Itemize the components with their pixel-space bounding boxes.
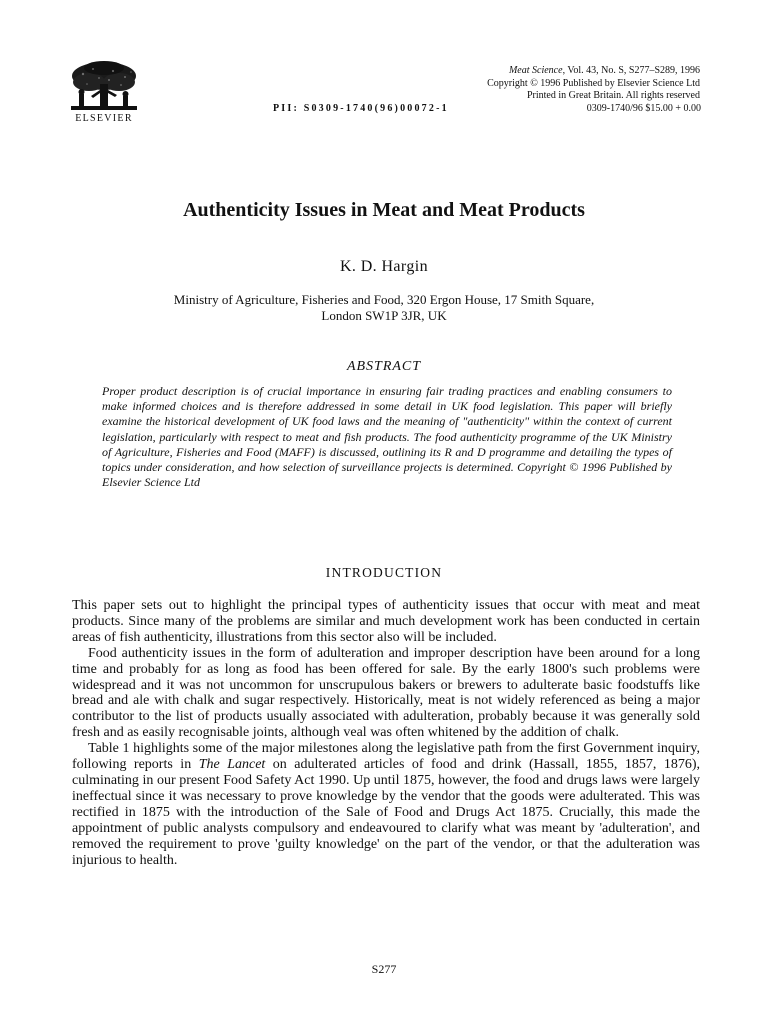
journal-volume-pages: , Vol. 43, No. S, S277–S289, 1996 xyxy=(562,65,700,76)
paragraph-1: This paper sets out to highlight the principal types of authenticity issues that occur with meat and meat products. Since many of the problems are similar and much development work has been conducted in certain areas of fish authenticity, illustrations from this sector also will be included. xyxy=(72,598,700,645)
journal-citation xyxy=(340,65,700,78)
pii-row xyxy=(273,103,701,114)
paragraph-3 xyxy=(72,741,700,868)
publisher-logo xyxy=(62,60,146,124)
introduction-body xyxy=(72,598,700,868)
article-author: K. D. Hargin xyxy=(339,258,429,275)
journal-reference-the-lancet: The Lancet xyxy=(198,757,266,773)
paragraph-3-start: Table 1 highlights some of the major milestones along the legislative path from the first Government inquiry, following reports in xyxy=(72,741,700,773)
author-affiliation xyxy=(100,292,668,324)
journal-citation-block xyxy=(340,65,700,103)
abstract-heading: ABSTRACT xyxy=(346,359,422,374)
article-title: Authenticity Issues in Meat and Meat Products xyxy=(183,199,585,221)
introduction-heading: INTRODUCTION xyxy=(325,565,443,580)
publisher-name: ELSEVIER xyxy=(75,113,133,124)
paragraph-3-end: on adulterated articles of food and drink (Hassall, 1855, 1857, 1876), culminating in our present Food Safety Act 1990. Up until 1875, however, the food and drugs laws were largely ineffectual since it was necessary to prove knowledge by the vendor that the goods were adulterated. This was rectified in 1875 with the introduction of the Sale of Food and Drugs Act 1875. Crucially, this made the appointment of public analysts compulsory and endeavoured to clarify what was meant by 'adulteration', and removed the requirement to prove 'guilty knowledge' on the part of the vendor, or that the adulteration was injurious to health. xyxy=(72,757,700,868)
affiliation-line-1: Ministry of Agriculture, Fisheries and Food, 320 Ergon House, 17 Smith Square, xyxy=(173,292,595,307)
abstract-text: Proper product description is of crucial importance in ensuring fair trading practices and enabling consumers to make informed choices and is therefore addressed in some detail in UK food legislation. This paper will briefly examine the historical development of UK food laws and the meaning of "authenticity" within the context of current legislation, particularly with respect to meat and fish products. The food authenticity programme of the UK Ministry of Agriculture, Fisheries and Food (MAFF) is discussed, outlining its R and D programme and detailing the types of topics under consideration, and how selection of surveillance projects is determined. Copyright © 1996 Published by Elsevier Science Ltd xyxy=(102,384,672,490)
issn-price: 0309-1740/96 $15.00 + 0.00 xyxy=(586,103,701,114)
pii-identifier: PII: S0309-1740(96)00072-1 xyxy=(273,103,449,114)
elsevier-tree-logo-icon xyxy=(69,60,139,112)
affiliation-line-2: London SW1P 3JR, UK xyxy=(321,308,447,323)
page-number: S277 xyxy=(371,962,397,976)
copyright-line: Copyright © 1996 Published by Elsevier Science Ltd xyxy=(487,77,700,89)
paragraph-2: Food authenticity issues in the form of adulteration and improper description have been around for a long time and probably for as long as food has been offered for sale. By the early 1800's such problems were widespread and it was not uncommon for unscrupulous bakers or brewers to adulterate basic foodstuffs like bread and ale with chalk and sugar respectively. Historically, meat is not widely referenced as being a major contributor to the list of products usually associated with adulteration, probably because it was generally sold fresh and as easily recognisable joints, although veal was often whitened by the addition of chalk. xyxy=(72,645,700,741)
journal-name: Meat Science xyxy=(508,65,563,76)
printed-line: Printed in Great Britain. All rights reserved xyxy=(526,90,700,101)
